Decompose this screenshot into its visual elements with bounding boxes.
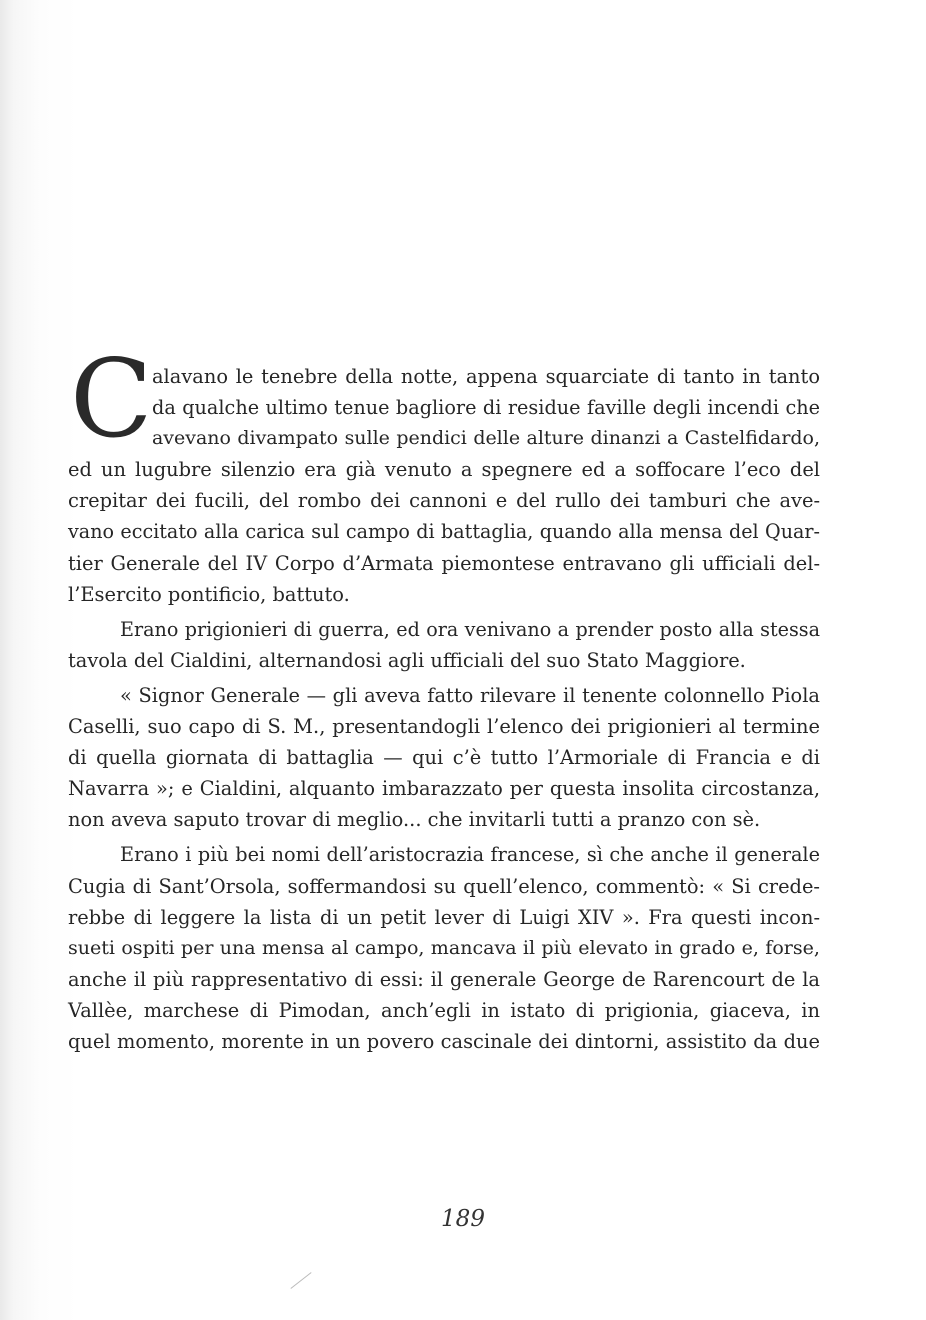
- text-line: rebbe di leggere la lista di un petit lever di Luigi XIV ». Fra questi incon-: [68, 905, 820, 929]
- page-number: 189: [441, 1206, 485, 1232]
- paragraph-4: [68, 839, 820, 1057]
- text-line: tier Generale del IV Corpo d’Armata piemontese entravano gli ufficiali del-: [68, 551, 820, 575]
- text-line: l’Esercito pontificio, battuto.: [68, 582, 350, 606]
- text-line: Erano i più bei nomi dell’aristocrazia francese, sì che anche il generale: [120, 843, 820, 867]
- text-line: Navarra »; e Cialdini, alquanto imbarazzato per questa insolita circostanza,: [68, 777, 820, 801]
- text-line: tavola del Cialdini, alternandosi agli ufficiali del suo Stato Maggiore.: [68, 648, 746, 672]
- text-line: da qualche ultimo tenue bagliore di residue faville degli incendi che: [152, 396, 820, 420]
- text-line: quel momento, morente in un povero cascinale dei dintorni, assistito da due: [68, 1029, 820, 1053]
- text-line: ed un lugubre silenzio era già venuto a spegnere ed a soffocare l’eco del: [68, 458, 820, 482]
- text-line: alavano le tenebre della notte, appena squarciate di tanto in tanto: [152, 365, 820, 388]
- text-line: sueti ospiti per una mensa al campo, mancava il più elevato in grado e, forse,: [68, 936, 820, 959]
- drop-cap: C: [70, 337, 153, 462]
- text-line: avevano divampato sulle pendici delle alture dinanzi a Castelfidardo,: [152, 427, 820, 450]
- text-line: di quella giornata di battaglia — qui c’è tutto l’Armoriale di Francia e di: [68, 746, 820, 770]
- pencil-mark: [290, 1272, 311, 1289]
- body-text: [68, 361, 820, 1057]
- paragraph-1: [68, 361, 820, 610]
- text-line: anche il più rappresentativo di essi: il generale George de Rarencourt de la: [68, 967, 820, 991]
- text-line: crepitar dei fucili, del rombo dei cannoni e del rullo dei tamburi che ave-: [68, 489, 820, 513]
- text-line: Erano prigionieri di guerra, ed ora venivano a prender posto alla stessa: [120, 617, 820, 641]
- text-line: Cugia di Sant’Orsola, soffermandosi su quell’elenco, commentò: « Si crede-: [68, 874, 820, 898]
- text-line: « Signor Generale — gli aveva fatto rilevare il tenente colonnello Piola: [120, 683, 820, 707]
- paragraph-3: [68, 680, 820, 835]
- text-line: Caselli, suo capo di S. M., presentandogli l’elenco dei prigionieri al termine: [68, 715, 820, 739]
- text-line: vano eccitato alla carica sul campo di battaglia, quando alla mensa del Quar-: [68, 520, 820, 544]
- text-line: Vallèe, marchese di Pimodan, anch’egli in istato di prigionia, giaceva, in: [68, 998, 820, 1022]
- text-line: non aveva saputo trovar di meglio... che invitarli tutti a pranzo con sè.: [68, 808, 761, 832]
- paragraph-2: [68, 614, 820, 676]
